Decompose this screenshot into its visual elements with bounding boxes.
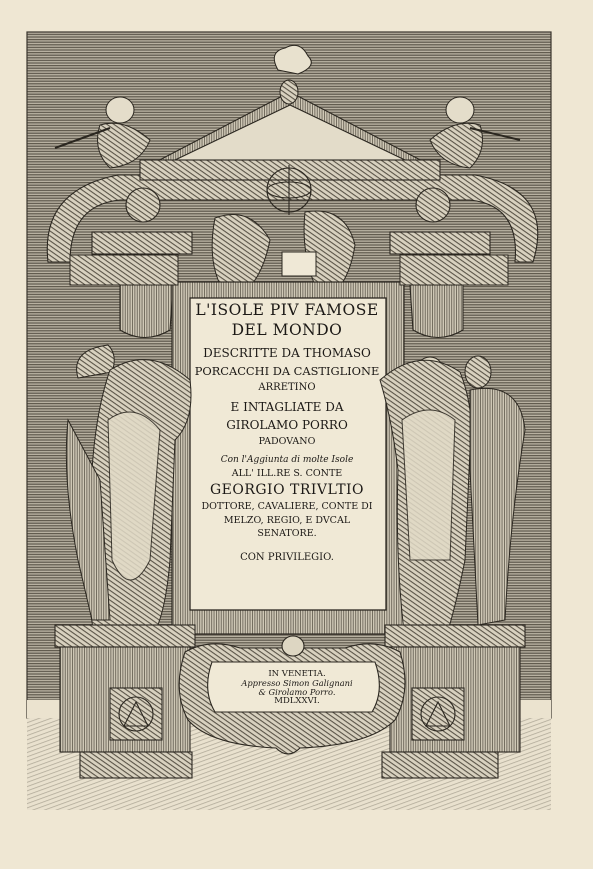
imprint-line-4: MDLXXVI.	[274, 696, 320, 707]
title-text-block	[192, 300, 382, 563]
engraver-line-3: PADOVANO	[258, 436, 316, 448]
author-line-3: ARRETINO	[258, 382, 316, 394]
engraver-line-2: GIROLAMO PORRO	[226, 418, 348, 433]
imprint-text	[222, 670, 372, 706]
imprint-line-2: Appresso Simon Galignani	[241, 677, 353, 688]
author-line-1: DESCRITTE DA THOMASO	[203, 346, 371, 360]
dedication-line-3: DOTTORE, CAVALIERE, CONTE DI	[201, 501, 373, 513]
imprint-line-3: & Girolamo Porro.	[258, 686, 336, 697]
title-line-2: DEL MONDO	[231, 320, 343, 339]
imprint-line-1: IN VENETIA.	[268, 669, 326, 679]
dedication-line-4: MELZO, REGIO, E DVCAL	[223, 514, 351, 526]
privilege-line: CON PRIVILEGIO.	[240, 551, 334, 563]
dedication-line-5: SENATORE.	[257, 528, 317, 540]
dedication-line-2: GEORGIO TRIVLTIO	[209, 482, 365, 499]
title-line-1: L'ISOLE PIV FAMOSE	[195, 301, 379, 319]
engraver-line-1: E INTAGLIATE DA	[230, 400, 344, 415]
dedication-line-1: ALL' ILL.RE S. CONTE	[231, 467, 343, 479]
addition-line: Con l'Aggiunta di molte Isole	[220, 454, 354, 465]
author-line-2: PORCACCHI DA CASTIGLIONE	[194, 364, 380, 378]
